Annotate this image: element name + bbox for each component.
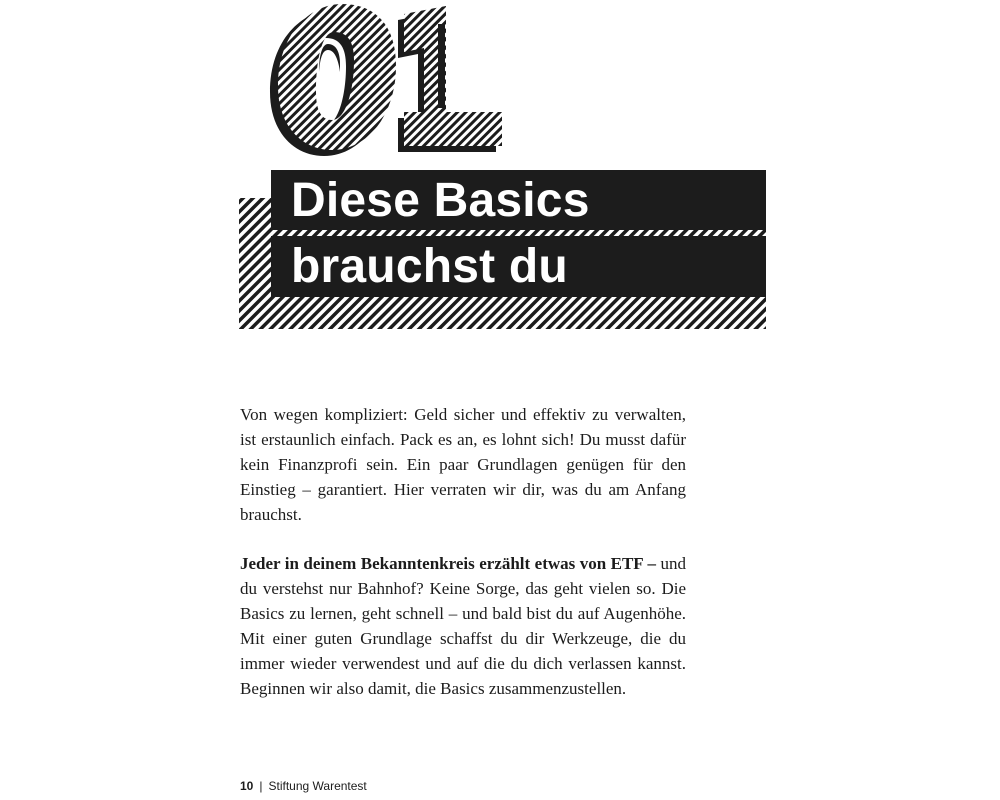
chapter-title-block	[239, 170, 766, 329]
page-number: 10	[240, 779, 254, 793]
second-paragraph	[240, 551, 686, 701]
publisher-name: Stiftung Warentest	[268, 779, 367, 793]
page-footer	[240, 779, 367, 793]
second-paragraph-lead: Jeder in deinem Bekanntenkreis erzählt etwas von ETF –	[240, 554, 657, 573]
chapter-number	[262, 0, 512, 160]
body-text	[240, 402, 686, 725]
chapter-title-line-1: Diese Basics	[291, 174, 590, 227]
chapter-title-line-2: brauchst du	[291, 240, 568, 293]
second-paragraph-rest: und du verstehst nur Bahnhof? Keine Sorge, das geht vielen so. Die Basics zu lernen, geht schnell – und bald bist du auf Augenhöhe. Mit einer guten Grundlage schaffst du dir Werkzeuge, die du immer wieder verwendest und auf die du dich verlassen kannst. Beginnen wir also damit, die Basics zusammenzustellen.	[240, 554, 686, 698]
footer-separator: |	[259, 779, 263, 793]
intro-paragraph: Von wegen kompliziert: Geld sicher und effektiv zu verwalten, ist erstaunlich einfach. Pack es an, es lohnt sich! Du musst dafür kein Finanzprofi sein. Ein paar Grundlagen genügen für den Einstieg – garantiert. Hier verraten wir dir, was du am Anfang brauchst.	[240, 405, 686, 524]
